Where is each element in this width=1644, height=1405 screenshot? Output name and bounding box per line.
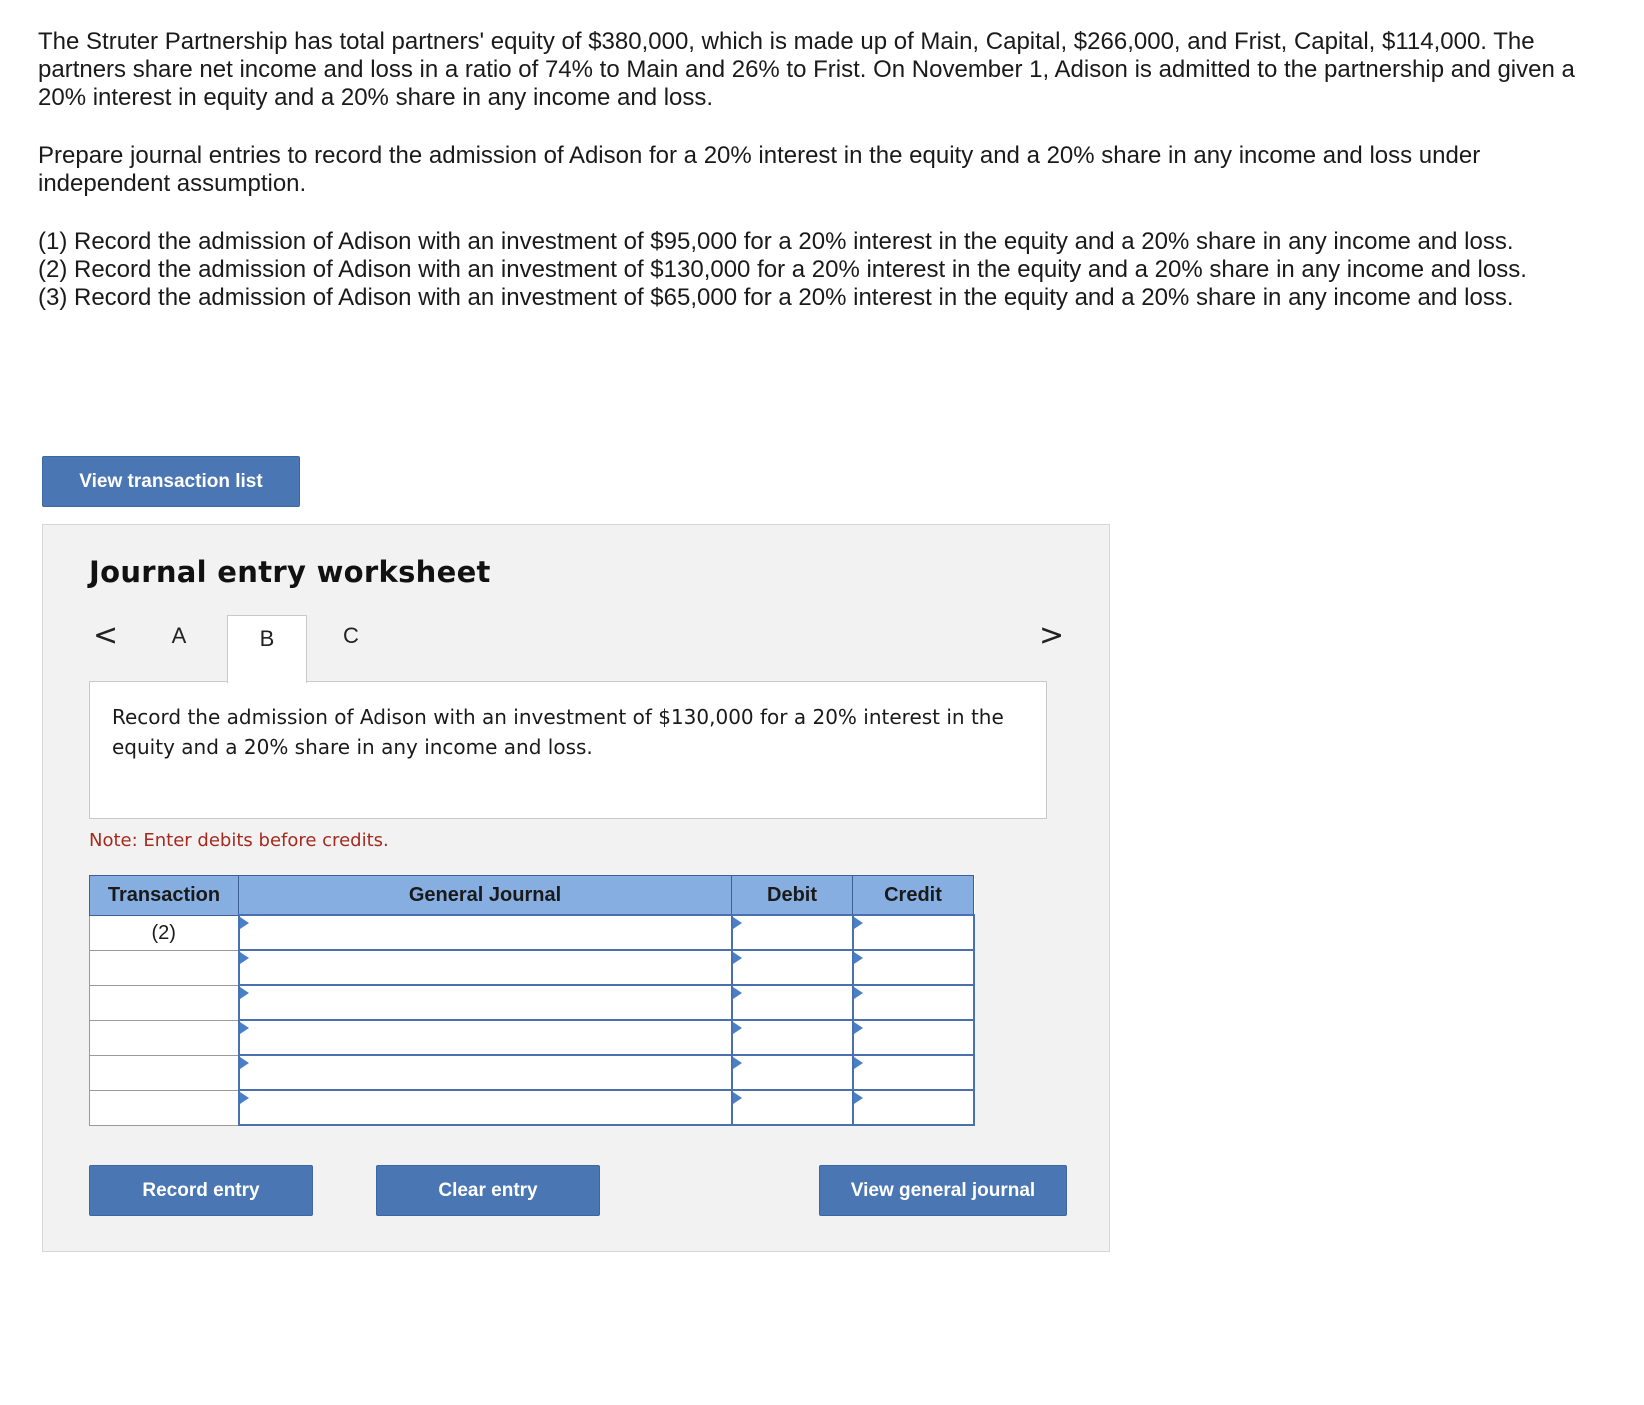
table-row (90, 1020, 974, 1055)
dropdown-flag-icon (240, 1057, 249, 1069)
problem-statement (38, 28, 1598, 312)
view-general-journal-button[interactable]: View general journal (819, 1165, 1067, 1216)
column-header-transaction: Transaction (90, 876, 239, 916)
dropdown-flag-icon (854, 987, 863, 999)
transaction-cell (90, 1090, 239, 1125)
account-select[interactable] (239, 950, 732, 985)
journal-header-row (90, 876, 974, 916)
debit-input[interactable] (732, 985, 853, 1020)
dropdown-flag-icon (240, 952, 249, 964)
chevron-left-icon[interactable]: < (93, 618, 119, 653)
worksheet-title: Journal entry worksheet (89, 555, 491, 589)
table-row (90, 1055, 974, 1090)
chevron-right-icon[interactable]: > (1039, 618, 1065, 653)
tab-a[interactable]: A (171, 623, 187, 648)
credit-input[interactable] (853, 1090, 974, 1125)
dropdown-flag-icon (733, 917, 742, 929)
tab-b[interactable]: B (227, 615, 307, 683)
problem-items (38, 228, 1598, 312)
dropdown-flag-icon (240, 1092, 249, 1104)
dropdown-flag-icon (854, 1092, 863, 1104)
credit-input[interactable] (853, 1020, 974, 1055)
account-select[interactable] (239, 915, 732, 950)
column-header-debit: Debit (732, 876, 853, 916)
table-row (90, 1090, 974, 1125)
dropdown-flag-icon (733, 987, 742, 999)
account-select[interactable] (239, 985, 732, 1020)
transaction-cell (90, 1020, 239, 1055)
column-header-general-journal: General Journal (239, 876, 732, 916)
table-row (90, 985, 974, 1020)
dropdown-flag-icon (733, 1057, 742, 1069)
transaction-cell (90, 950, 239, 985)
table-row (90, 915, 974, 950)
problem-paragraph-1: The Struter Partnership has total partners' equity of $380,000, which is made up of Main, Capital, $266,000, and Frist, Capital, $114,000. The partners share net income and loss in a ratio of 74% to Main and 26% to Frist. On November 1, Adison is admitted to the partnership and given a 20% interest in equity and a 20% share in any income and loss. (38, 28, 1575, 111)
transaction-description: Record the admission of Adison with an investment of $130,000 for a 20% interest in the equity and a 20% share in any income and loss. (89, 681, 1047, 819)
credit-input[interactable] (853, 915, 974, 950)
debit-input[interactable] (732, 915, 853, 950)
dropdown-flag-icon (854, 1057, 863, 1069)
debit-input[interactable] (732, 1090, 853, 1125)
transaction-cell (90, 985, 239, 1020)
debit-input[interactable] (732, 1055, 853, 1090)
account-select[interactable] (239, 1055, 732, 1090)
credit-input[interactable] (853, 950, 974, 985)
dropdown-flag-icon (733, 1092, 742, 1104)
journal-entry-worksheet (42, 524, 1110, 1252)
entry-note: Note: Enter debits before credits. (89, 830, 389, 851)
dropdown-flag-icon (240, 1022, 249, 1034)
dropdown-flag-icon (240, 987, 249, 999)
problem-item-3: (3) Record the admission of Adison with an investment of $65,000 for a 20% interest in the equity and a 20% share in any income and loss. (38, 284, 1514, 311)
dropdown-flag-icon (240, 917, 249, 929)
dropdown-flag-icon (854, 1022, 863, 1034)
view-transaction-list-button[interactable]: View transaction list (42, 456, 300, 507)
tab-c[interactable]: C (343, 623, 359, 648)
column-header-credit: Credit (853, 876, 974, 916)
dropdown-flag-icon (733, 1022, 742, 1034)
problem-item-1: (1) Record the admission of Adison with an investment of $95,000 for a 20% interest in the equity and a 20% share in any income and loss. (38, 228, 1514, 255)
transaction-cell: (2) (90, 915, 239, 950)
table-row (90, 950, 974, 985)
problem-paragraph-2: Prepare journal entries to record the admission of Adison for a 20% interest in the equity and a 20% share in any income and loss under independent assumption. (38, 142, 1481, 197)
record-entry-button[interactable]: Record entry (89, 1165, 313, 1216)
account-select[interactable] (239, 1090, 732, 1125)
dropdown-flag-icon (854, 917, 863, 929)
journal-table (89, 875, 975, 1126)
dropdown-flag-icon (854, 952, 863, 964)
credit-input[interactable] (853, 985, 974, 1020)
debit-input[interactable] (732, 1020, 853, 1055)
debit-input[interactable] (732, 950, 853, 985)
clear-entry-button[interactable]: Clear entry (376, 1165, 600, 1216)
dropdown-flag-icon (733, 952, 742, 964)
account-select[interactable] (239, 1020, 732, 1055)
credit-input[interactable] (853, 1055, 974, 1090)
problem-item-2: (2) Record the admission of Adison with an investment of $130,000 for a 20% interest in the equity and a 20% share in any income and loss. (38, 256, 1527, 283)
transaction-cell (90, 1055, 239, 1090)
